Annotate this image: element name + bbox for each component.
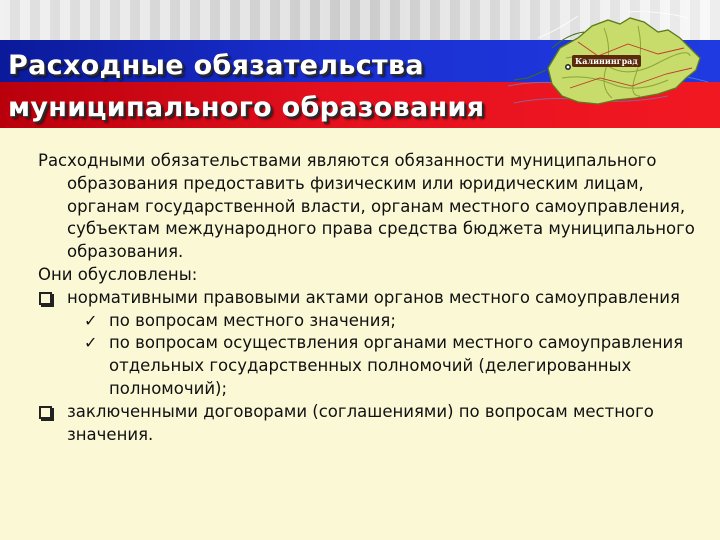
map-city-label: Калининград [572, 55, 641, 67]
slide-body [38, 150, 708, 446]
list-item-legal-acts [38, 287, 708, 310]
slide-title-line-2: муниципального образования [8, 92, 485, 123]
slide-title-line-1: Расходные обязательства [8, 50, 424, 81]
kaliningrad-map-image [508, 8, 708, 120]
square-bullet-icon [39, 292, 52, 305]
list-item-text: заключенными договорами (соглашениями) по вопросам местного значения. [67, 401, 654, 444]
list-item-text: нормативными правовыми актами органов местного самоуправления [67, 287, 680, 307]
sublist-item-text: по вопросам осуществления органами местного самоуправления отдельных государственных полномочий (делегированных полномочий); [109, 333, 684, 398]
sublist-item-text: по вопросам местного значения; [109, 310, 396, 330]
sublist-item-local-issues [38, 310, 708, 333]
sublist-item-delegated-powers [38, 332, 708, 400]
square-bullet-icon [39, 406, 52, 419]
list-item-agreements [38, 401, 708, 447]
checkmark-icon: ✓ [84, 333, 98, 353]
conditions-lead: Они обусловлены: [38, 264, 198, 284]
checkmark-icon: ✓ [84, 310, 98, 330]
intro-paragraph: Расходными обязательствами являются обязанности муниципального образования предоставить физическим или юридическим лицам, органам государственной власти, органам местного самоуправления, субъектам международного права средства бюджета муниципального образования. [38, 151, 695, 262]
